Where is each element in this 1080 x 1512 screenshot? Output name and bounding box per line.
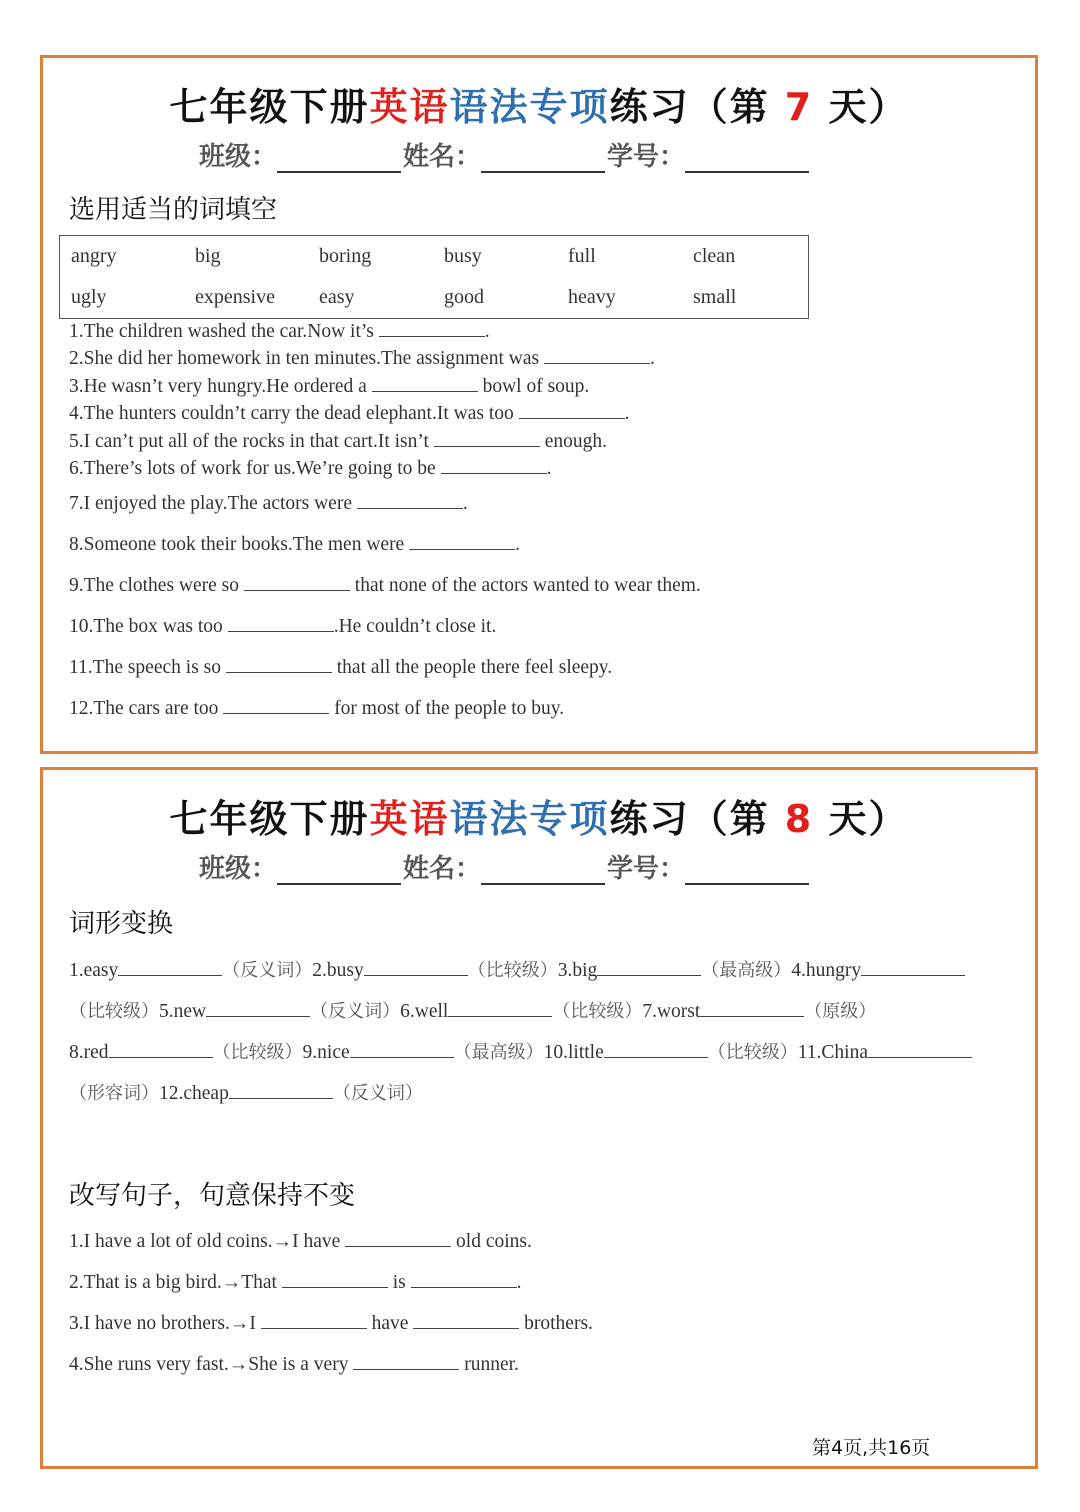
word-bank-item: boring: [319, 245, 372, 267]
answer-blank[interactable]: [604, 1040, 708, 1058]
question-item: 5.I can’t put all of the rocks in that cart.It isn’t enough.: [69, 431, 607, 452]
answer-blank[interactable]: [413, 1311, 519, 1329]
question-item: 9.The clothes were so that none of the actors wanted to wear them.: [69, 575, 701, 596]
answer-blank[interactable]: [364, 958, 468, 976]
day8-title: 七年级下册英语语法专项练习（第 8 天）: [169, 797, 909, 841]
word-bank-item: easy: [319, 286, 355, 308]
answer-blank[interactable]: [379, 319, 485, 337]
word-bank-item: ugly: [71, 286, 107, 308]
question-item: 6.There’s lots of work for us.We’re going to be .: [69, 458, 552, 479]
rewrite-item: 4.She runs very fast.→She is a very runner.: [69, 1354, 519, 1375]
answer-blank[interactable]: [868, 1040, 972, 1058]
answer-blank[interactable]: [700, 999, 804, 1017]
name-blank[interactable]: [481, 149, 605, 173]
answer-blank[interactable]: [448, 999, 552, 1017]
section-title: 选用适当的词填空: [69, 195, 278, 225]
answer-blank[interactable]: [229, 1081, 333, 1099]
word-form-row: （比较级）5.new （反义词）6.well （比较级）7.worst （原级）: [69, 1001, 877, 1022]
answer-blank[interactable]: [544, 346, 650, 364]
day7-panel: [40, 55, 1038, 754]
answer-blank[interactable]: [345, 1229, 451, 1247]
word-bank-item: good: [444, 286, 484, 308]
answer-blank[interactable]: [353, 1352, 459, 1370]
id-blank[interactable]: [685, 861, 809, 885]
rewrite-item: 3.I have no brothers.→I have brothers.: [69, 1313, 593, 1334]
answer-blank[interactable]: [282, 1270, 388, 1288]
rewrite-item: 2.That is a big bird.→That is .: [69, 1272, 522, 1293]
id-blank[interactable]: [685, 149, 809, 173]
question-item: 11.The speech is so that all the people there feel sleepy.: [69, 657, 613, 678]
word-bank-item: busy: [444, 245, 482, 267]
answer-blank[interactable]: [434, 429, 540, 447]
answer-blank[interactable]: [109, 1040, 213, 1058]
word-bank-item: clean: [693, 245, 736, 267]
word-bank-item: heavy: [568, 286, 616, 308]
word-bank-item: full: [568, 245, 596, 267]
rewrite-item: 1.I have a lot of old coins.→I have old coins.: [69, 1231, 532, 1252]
answer-blank[interactable]: [441, 456, 547, 474]
question-item: 1.The children washed the car.Now it’s .: [69, 321, 490, 342]
day-number: 7: [784, 85, 814, 129]
answer-blank[interactable]: [226, 655, 332, 673]
answer-blank[interactable]: [861, 958, 965, 976]
class-blank[interactable]: [277, 861, 401, 885]
answer-blank[interactable]: [228, 614, 334, 632]
word-bank-item: expensive: [195, 286, 275, 308]
word-bank-item: small: [693, 286, 737, 308]
name-blank[interactable]: [481, 861, 605, 885]
word-bank-item: angry: [71, 245, 117, 267]
day-number: 8: [784, 797, 814, 841]
student-info-row: 班级： 姓名： 学号：: [199, 848, 811, 885]
day7-title: 七年级下册英语语法专项练习（第 7 天）: [169, 85, 909, 129]
answer-blank[interactable]: [206, 999, 310, 1017]
day8-panel: [40, 767, 1038, 1469]
question-item: 2.She did her homework in ten minutes.The assignment was .: [69, 348, 655, 369]
question-item: 7.I enjoyed the play.The actors were .: [69, 493, 468, 514]
word-form-row: 1.easy （反义词）2.busy （比较级）3.big （最高级）4.hungry: [69, 956, 965, 982]
word-form-row: （形容词）12.cheap （反义词）: [69, 1083, 423, 1104]
page-number: 第4页,共16页: [812, 1437, 931, 1459]
word-bank: [59, 235, 809, 319]
answer-blank[interactable]: [411, 1270, 517, 1288]
question-item: 4.The hunters couldn’t carry the dead elephant.It was too .: [69, 403, 630, 424]
word-form-row: 8.red （比较级）9.nice （最高级）10.little （比较级）11.China: [69, 1038, 972, 1064]
section-title-word-forms: 词形变换: [69, 909, 174, 939]
question-item: 10.The box was too .He couldn’t close it.: [69, 616, 497, 637]
question-item: 12.The cars are too for most of the people to buy.: [69, 698, 565, 719]
word-bank-item: big: [195, 245, 221, 267]
answer-blank[interactable]: [244, 573, 350, 591]
question-item: 8.Someone took their books.The men were .: [69, 534, 520, 555]
answer-blank[interactable]: [357, 491, 463, 509]
answer-blank[interactable]: [223, 696, 329, 714]
section-title-rewrite: 改写句子，句意保持不变: [69, 1181, 356, 1211]
answer-blank[interactable]: [519, 401, 625, 419]
student-info-row: 班级： 姓名： 学号：: [199, 136, 811, 173]
class-blank[interactable]: [277, 149, 401, 173]
answer-blank[interactable]: [118, 958, 222, 976]
answer-blank[interactable]: [597, 958, 701, 976]
question-item: 3.He wasn’t very hungry.He ordered a bowl of soup.: [69, 376, 590, 397]
answer-blank[interactable]: [261, 1311, 367, 1329]
answer-blank[interactable]: [350, 1040, 454, 1058]
answer-blank[interactable]: [372, 374, 478, 392]
answer-blank[interactable]: [409, 532, 515, 550]
